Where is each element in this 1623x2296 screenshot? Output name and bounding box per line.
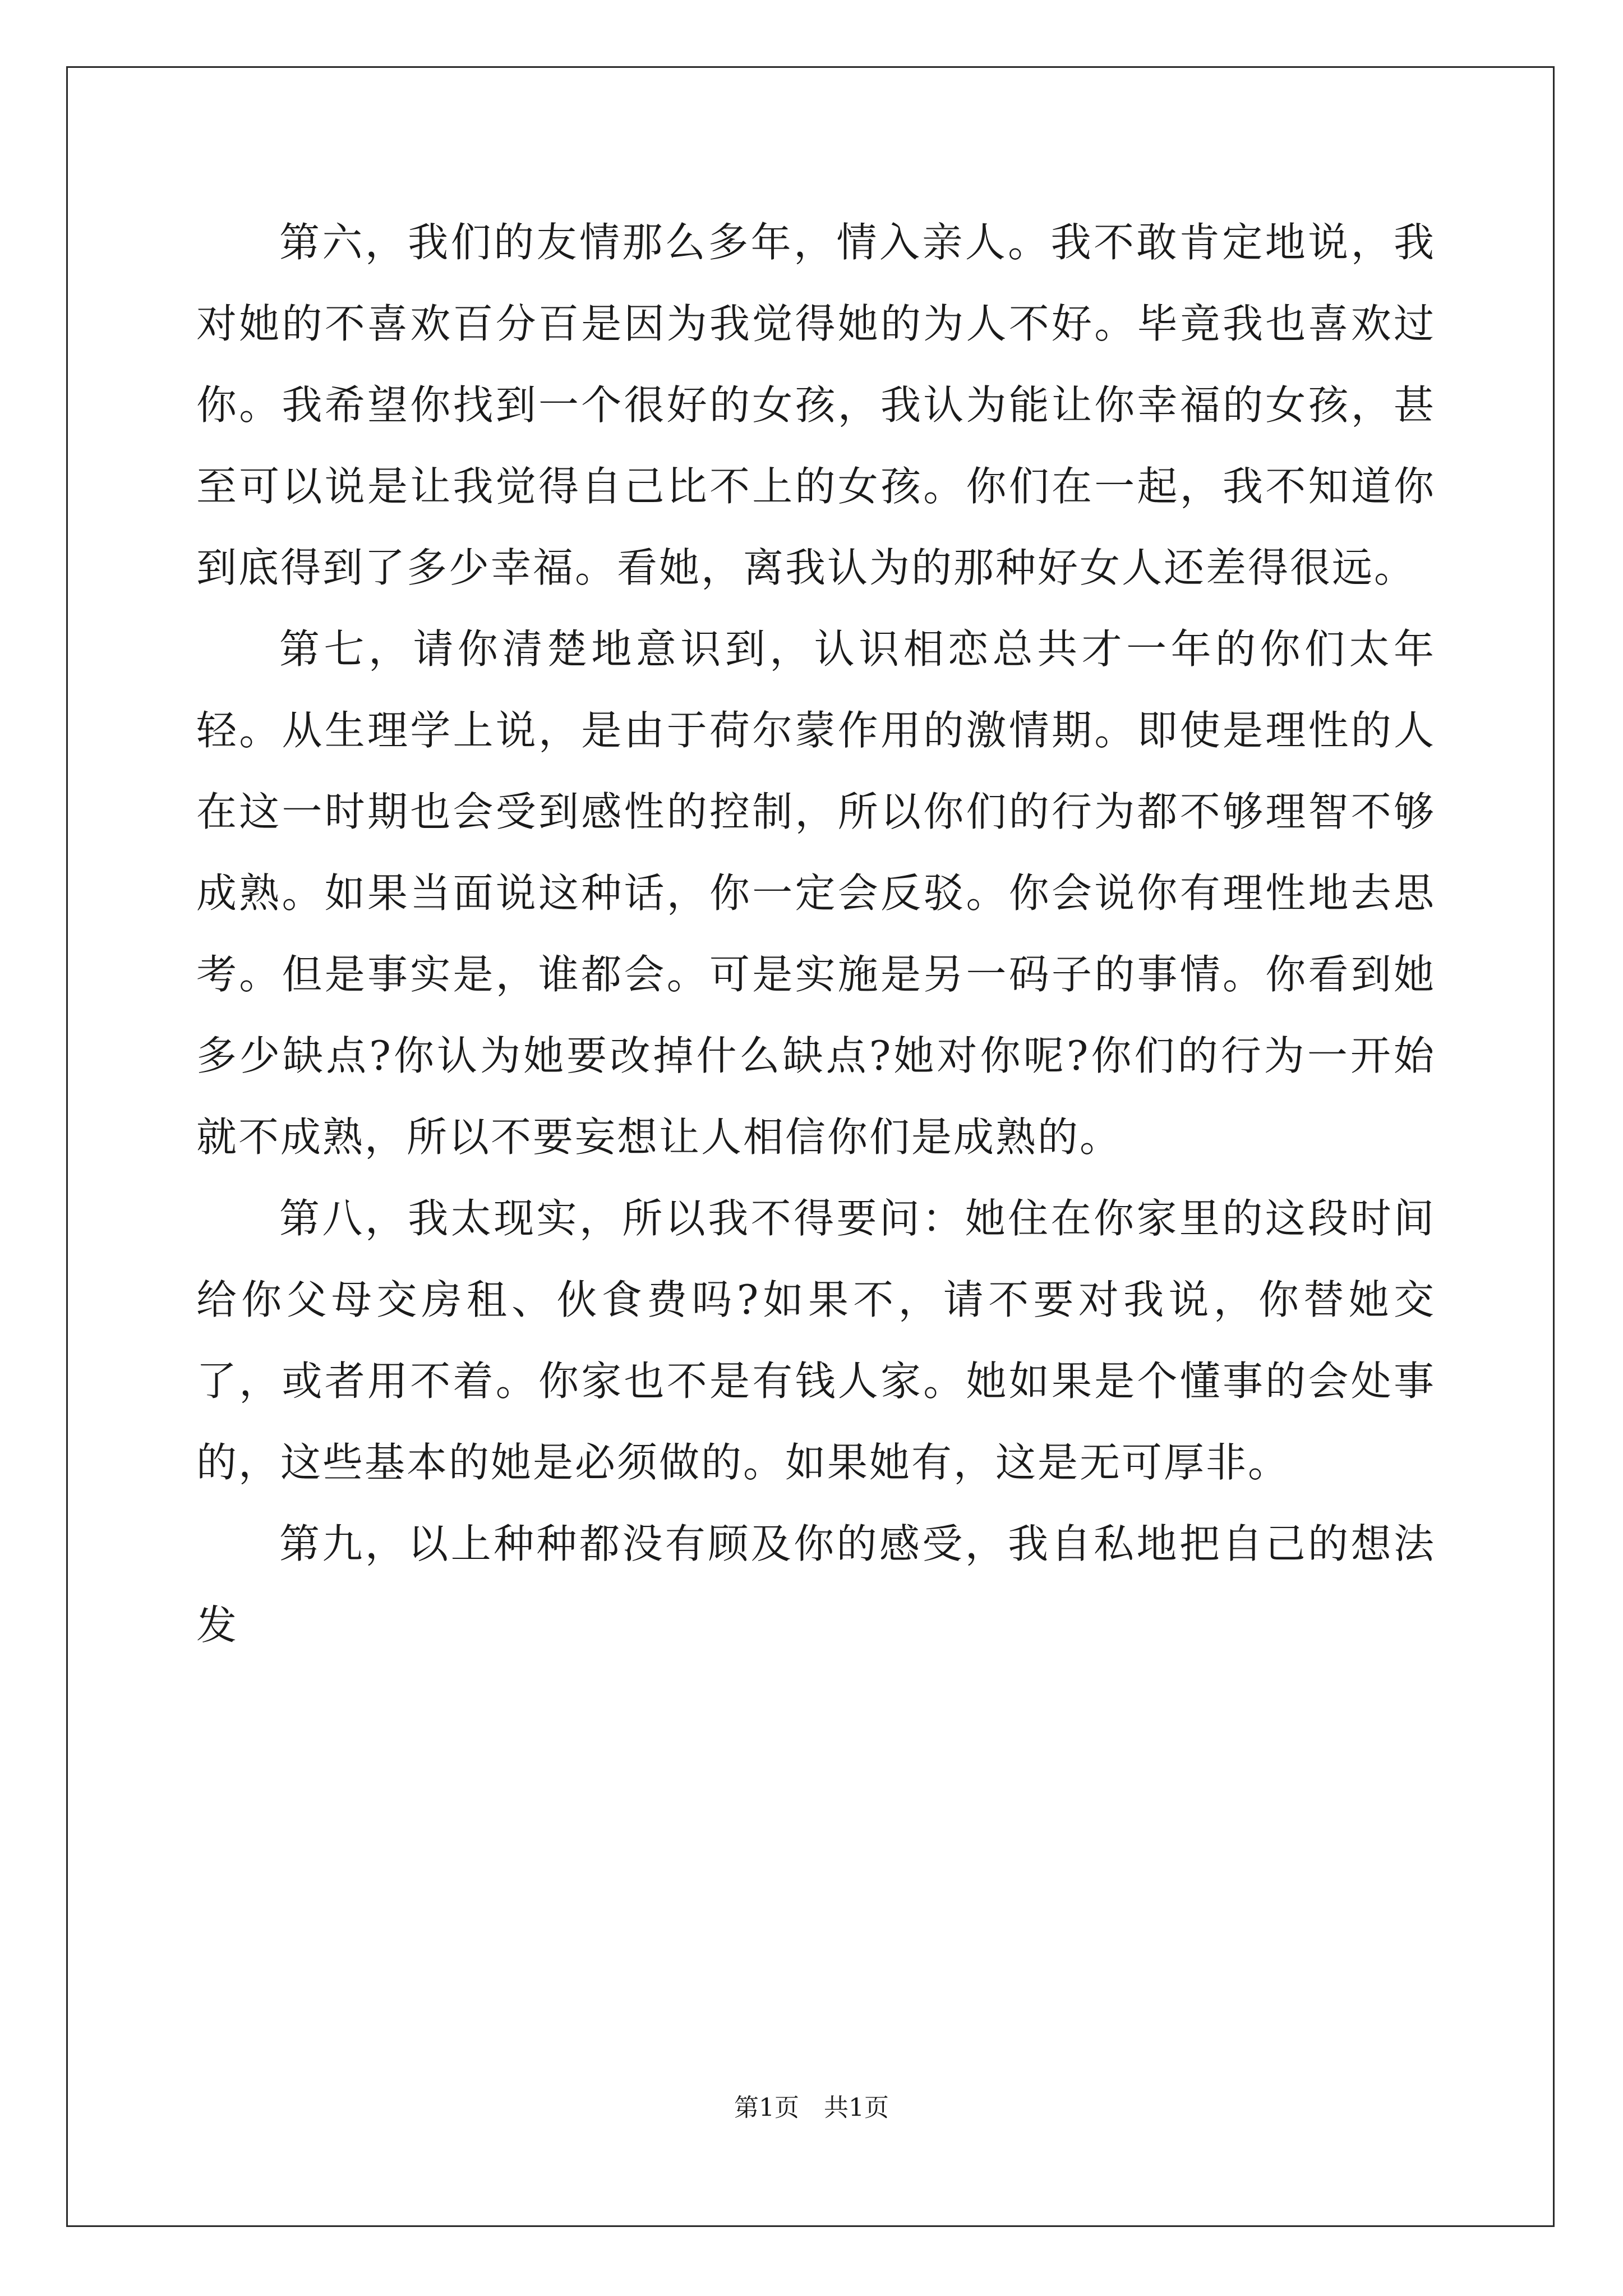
paragraph-8: 第八，我太现实，所以我不得要问：她住在你家里的这段时间给你父母交房租、伙食费吗?如果不，请不要对我说，你替她交了，或者用不着。你家也不是有钱人家。她如果是个懂事的会处事的，这些基本的她是必须做的。如果她有，这是无可厚非。 [196, 1195, 1436, 1486]
paragraph-6: 第六，我们的友情那么多年，情入亲人。我不敢肯定地说，我对她的不喜欢百分百是因为我觉得她的为人不好。毕竟我也喜欢过你。我希望你找到一个很好的女孩，我认为能让你幸福的女孩，甚至可以说是让我觉得自己比不上的女孩。你们在一起，我不知道你到底得到了多少幸福。看她，离我认为的那种好女人还差得很远。 [196, 219, 1436, 591]
page-number: 第1页 [734, 2093, 799, 2122]
page-footer [0, 2091, 1623, 2125]
document-body [196, 202, 1436, 1666]
paragraph-7: 第七，请你清楚地意识到，认识相恋总共才一年的你们太年轻。从生理学上说，是由于荷尔蒙作用的激情期。即使是理性的人在这一时期也会受到感性的控制，所以你们的行为都不够理智不够成熟。如果当面说这种话，你一定会反驳。你会说你有理性地去思考。但是事实是，谁都会。可是实施是另一码子的事情。你看到她多少缺点?你认为她要改掉什么缺点?她对你呢?你们的行为一开始就不成熟，所以不要妄想让人相信你们是成熟的。 [196, 625, 1436, 1161]
page-total: 共1页 [824, 2093, 889, 2122]
paragraph-9: 第九，以上种种都没有顾及你的感受，我自私地把自己的想法发 [196, 1520, 1436, 1649]
